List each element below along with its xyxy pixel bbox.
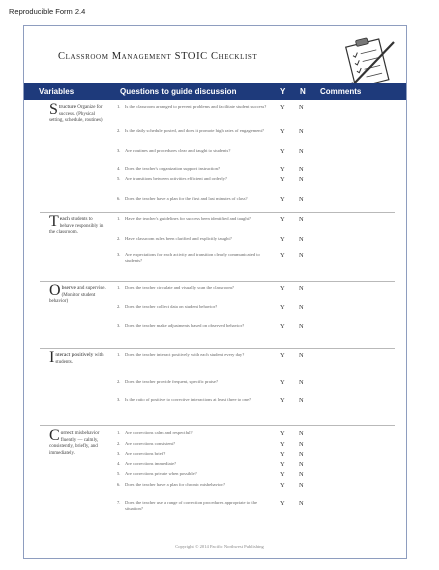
question-number: 1. bbox=[117, 216, 121, 221]
question-item bbox=[117, 285, 275, 291]
question-item bbox=[117, 471, 275, 477]
yes-mark[interactable]: Y bbox=[280, 441, 285, 448]
no-mark[interactable]: N bbox=[299, 128, 304, 135]
question-item bbox=[117, 500, 275, 513]
yes-mark[interactable]: Y bbox=[280, 430, 285, 437]
section-letter: O bbox=[49, 282, 61, 299]
question-number: 7. bbox=[117, 500, 121, 505]
yes-mark[interactable]: Y bbox=[280, 461, 285, 468]
no-mark[interactable]: N bbox=[299, 236, 304, 243]
section-variable bbox=[49, 213, 107, 237]
question-number: 2. bbox=[117, 379, 121, 384]
question-number: 3. bbox=[117, 397, 121, 402]
question-text: Does the teacher have a plan for chronic misbehavior? bbox=[125, 482, 225, 487]
yes-mark[interactable]: Y bbox=[280, 323, 285, 330]
yes-mark[interactable]: Y bbox=[280, 482, 285, 489]
yes-mark[interactable]: Y bbox=[280, 216, 285, 223]
question-item bbox=[117, 148, 275, 154]
question-number: 4. bbox=[117, 461, 121, 466]
no-mark[interactable]: N bbox=[299, 441, 304, 448]
section-first-line: tructure bbox=[58, 104, 77, 110]
question-text: Have the teacher's guidelines for success been identified and taught? bbox=[125, 216, 251, 221]
section-description: with students. bbox=[55, 353, 104, 365]
question-text: Does the teacher's organization support instruction? bbox=[125, 166, 221, 171]
yes-mark[interactable]: Y bbox=[280, 471, 285, 478]
header-questions: Questions to guide discussion bbox=[120, 87, 237, 96]
header-comments: Comments bbox=[320, 87, 362, 96]
question-item bbox=[117, 482, 275, 488]
no-mark[interactable]: N bbox=[299, 216, 304, 223]
section-variable bbox=[49, 282, 107, 306]
question-number: 3. bbox=[117, 323, 121, 328]
question-text: Are expectations for each activity and transition clearly communicated to students? bbox=[125, 252, 260, 264]
section-divider bbox=[40, 212, 395, 213]
question-text: Are corrections consistent? bbox=[125, 441, 176, 446]
question-item bbox=[117, 461, 275, 467]
question-text: Are routines and procedures clear and taught to students? bbox=[125, 148, 231, 153]
section-letter: T bbox=[49, 213, 59, 230]
section-first-line: nteract positively bbox=[55, 352, 94, 358]
question-text: Does the teacher provide frequent, specific praise? bbox=[125, 379, 218, 384]
question-text: Are corrections private when possible? bbox=[125, 471, 197, 476]
question-number: 2. bbox=[117, 441, 121, 446]
question-number: 1. bbox=[117, 430, 121, 435]
section-first-line: orrect bbox=[60, 430, 74, 436]
no-mark[interactable]: N bbox=[299, 482, 304, 489]
yes-mark[interactable]: Y bbox=[280, 176, 285, 183]
header-variables: Variables bbox=[39, 87, 75, 96]
yes-mark[interactable]: Y bbox=[280, 285, 285, 292]
no-mark[interactable]: N bbox=[299, 323, 304, 330]
question-text: Does the teacher interact positively with each student every day? bbox=[125, 352, 245, 357]
section-divider bbox=[40, 281, 395, 282]
no-mark[interactable]: N bbox=[299, 451, 304, 458]
no-mark[interactable]: N bbox=[299, 500, 304, 507]
no-mark[interactable]: N bbox=[299, 352, 304, 359]
yes-mark[interactable]: Y bbox=[280, 166, 285, 173]
question-number: 2. bbox=[117, 128, 121, 133]
question-item bbox=[117, 304, 275, 310]
question-number: 1. bbox=[117, 352, 121, 357]
question-item bbox=[117, 397, 275, 403]
question-number: 4. bbox=[117, 166, 121, 171]
question-text: Have classroom rules been clarified and explicitly taught? bbox=[125, 236, 232, 241]
yes-mark[interactable]: Y bbox=[280, 128, 285, 135]
yes-mark[interactable]: Y bbox=[280, 148, 285, 155]
table-header bbox=[24, 83, 406, 100]
question-text: Is the ratio of positive to corrective interactions at least three to one? bbox=[125, 397, 252, 402]
no-mark[interactable]: N bbox=[299, 471, 304, 478]
question-text: Are corrections brief? bbox=[125, 451, 166, 456]
question-item bbox=[117, 128, 275, 134]
question-text: Does the teacher collect data on student behavior? bbox=[125, 304, 218, 309]
yes-mark[interactable]: Y bbox=[280, 500, 285, 507]
question-item bbox=[117, 379, 275, 385]
question-number: 6. bbox=[117, 482, 121, 487]
question-text: Are corrections immediate? bbox=[125, 461, 177, 466]
section-letter: I bbox=[49, 349, 55, 366]
yes-mark[interactable]: Y bbox=[280, 236, 285, 243]
question-item bbox=[117, 451, 275, 457]
section-divider bbox=[40, 425, 395, 426]
question-text: Does the teacher use a range of correction procedures appropriate to the situation? bbox=[125, 500, 258, 512]
yes-mark[interactable]: Y bbox=[280, 104, 285, 111]
question-number: 6. bbox=[117, 196, 121, 201]
yes-mark[interactable]: Y bbox=[280, 196, 285, 203]
section-variable bbox=[49, 427, 107, 457]
no-mark[interactable]: N bbox=[299, 397, 304, 404]
page-title: Classroom Management STOIC Checklist bbox=[58, 51, 258, 62]
question-number: 3. bbox=[117, 148, 121, 153]
question-number: 5. bbox=[117, 176, 121, 181]
section-description: students to behave responsibly in the classroom. bbox=[49, 217, 104, 236]
section-divider bbox=[40, 348, 395, 349]
question-text: Is the daily schedule posted, and does it promote high rates of engagement? bbox=[125, 128, 264, 133]
section-first-line: each bbox=[59, 216, 70, 222]
question-number: 2. bbox=[117, 236, 121, 241]
section-description: and supervise. (Monitor student behavior) bbox=[49, 286, 106, 305]
no-mark[interactable]: N bbox=[299, 104, 304, 111]
yes-mark[interactable]: Y bbox=[280, 397, 285, 404]
no-mark[interactable]: N bbox=[299, 196, 304, 203]
section-description: misbehavior fluently — calmly, consistently, briefly, and immediately. bbox=[49, 431, 100, 456]
question-item bbox=[117, 430, 275, 436]
section-first-line: bserve bbox=[61, 285, 76, 291]
question-number: 1. bbox=[117, 104, 121, 109]
no-mark[interactable]: N bbox=[299, 166, 304, 173]
question-item bbox=[117, 216, 275, 222]
question-text: Are corrections calm and respectful? bbox=[125, 430, 193, 435]
question-item bbox=[117, 236, 275, 242]
question-number: 3. bbox=[117, 451, 121, 456]
section-letter: S bbox=[49, 101, 58, 118]
header-yes: Y bbox=[280, 87, 286, 96]
form-label: Reproducible Form 2.4 bbox=[9, 7, 86, 16]
question-number: 1. bbox=[117, 285, 121, 290]
question-item bbox=[117, 166, 275, 172]
question-item bbox=[117, 252, 275, 265]
no-mark[interactable]: N bbox=[299, 461, 304, 468]
question-item bbox=[117, 176, 275, 182]
no-mark[interactable]: N bbox=[299, 379, 304, 386]
yes-mark[interactable]: Y bbox=[280, 451, 285, 458]
section-letter: C bbox=[49, 427, 60, 444]
yes-mark[interactable]: Y bbox=[280, 352, 285, 359]
no-mark[interactable]: N bbox=[299, 285, 304, 292]
question-item bbox=[117, 323, 275, 329]
question-text: Does the teacher have a plan for the first and last minutes of class? bbox=[125, 196, 248, 201]
footer-copyright: Copyright © 2014 Pacific Northwest Publishing bbox=[175, 544, 264, 549]
yes-mark[interactable]: Y bbox=[280, 379, 285, 386]
yes-mark[interactable]: Y bbox=[280, 252, 285, 259]
section-description: Organize for success. (Physical setting, schedule, routines) bbox=[49, 105, 103, 124]
no-mark[interactable]: N bbox=[299, 430, 304, 437]
yes-mark[interactable]: Y bbox=[280, 304, 285, 311]
question-number: 5. bbox=[117, 471, 121, 476]
question-number: 2. bbox=[117, 304, 121, 309]
section-variable bbox=[49, 101, 107, 125]
question-text: Does the teacher circulate and visually scan the classroom? bbox=[125, 285, 234, 290]
no-mark[interactable]: N bbox=[299, 252, 304, 259]
question-item bbox=[117, 441, 275, 447]
no-mark[interactable]: N bbox=[299, 176, 304, 183]
question-text: Is the classroom arranged to prevent problems and facilitate student success? bbox=[125, 104, 267, 109]
header-no: N bbox=[300, 87, 306, 96]
question-item bbox=[117, 196, 275, 202]
clipboard-checklist-icon bbox=[338, 32, 400, 90]
question-item bbox=[117, 104, 275, 110]
no-mark[interactable]: N bbox=[299, 304, 304, 311]
question-text: Does the teacher make adjustments based on observed behavior? bbox=[125, 323, 245, 328]
question-text: Are transitions between activities efficient and orderly? bbox=[125, 176, 227, 181]
question-number: 3. bbox=[117, 252, 121, 257]
question-item bbox=[117, 352, 275, 358]
no-mark[interactable]: N bbox=[299, 148, 304, 155]
section-variable bbox=[49, 349, 107, 366]
